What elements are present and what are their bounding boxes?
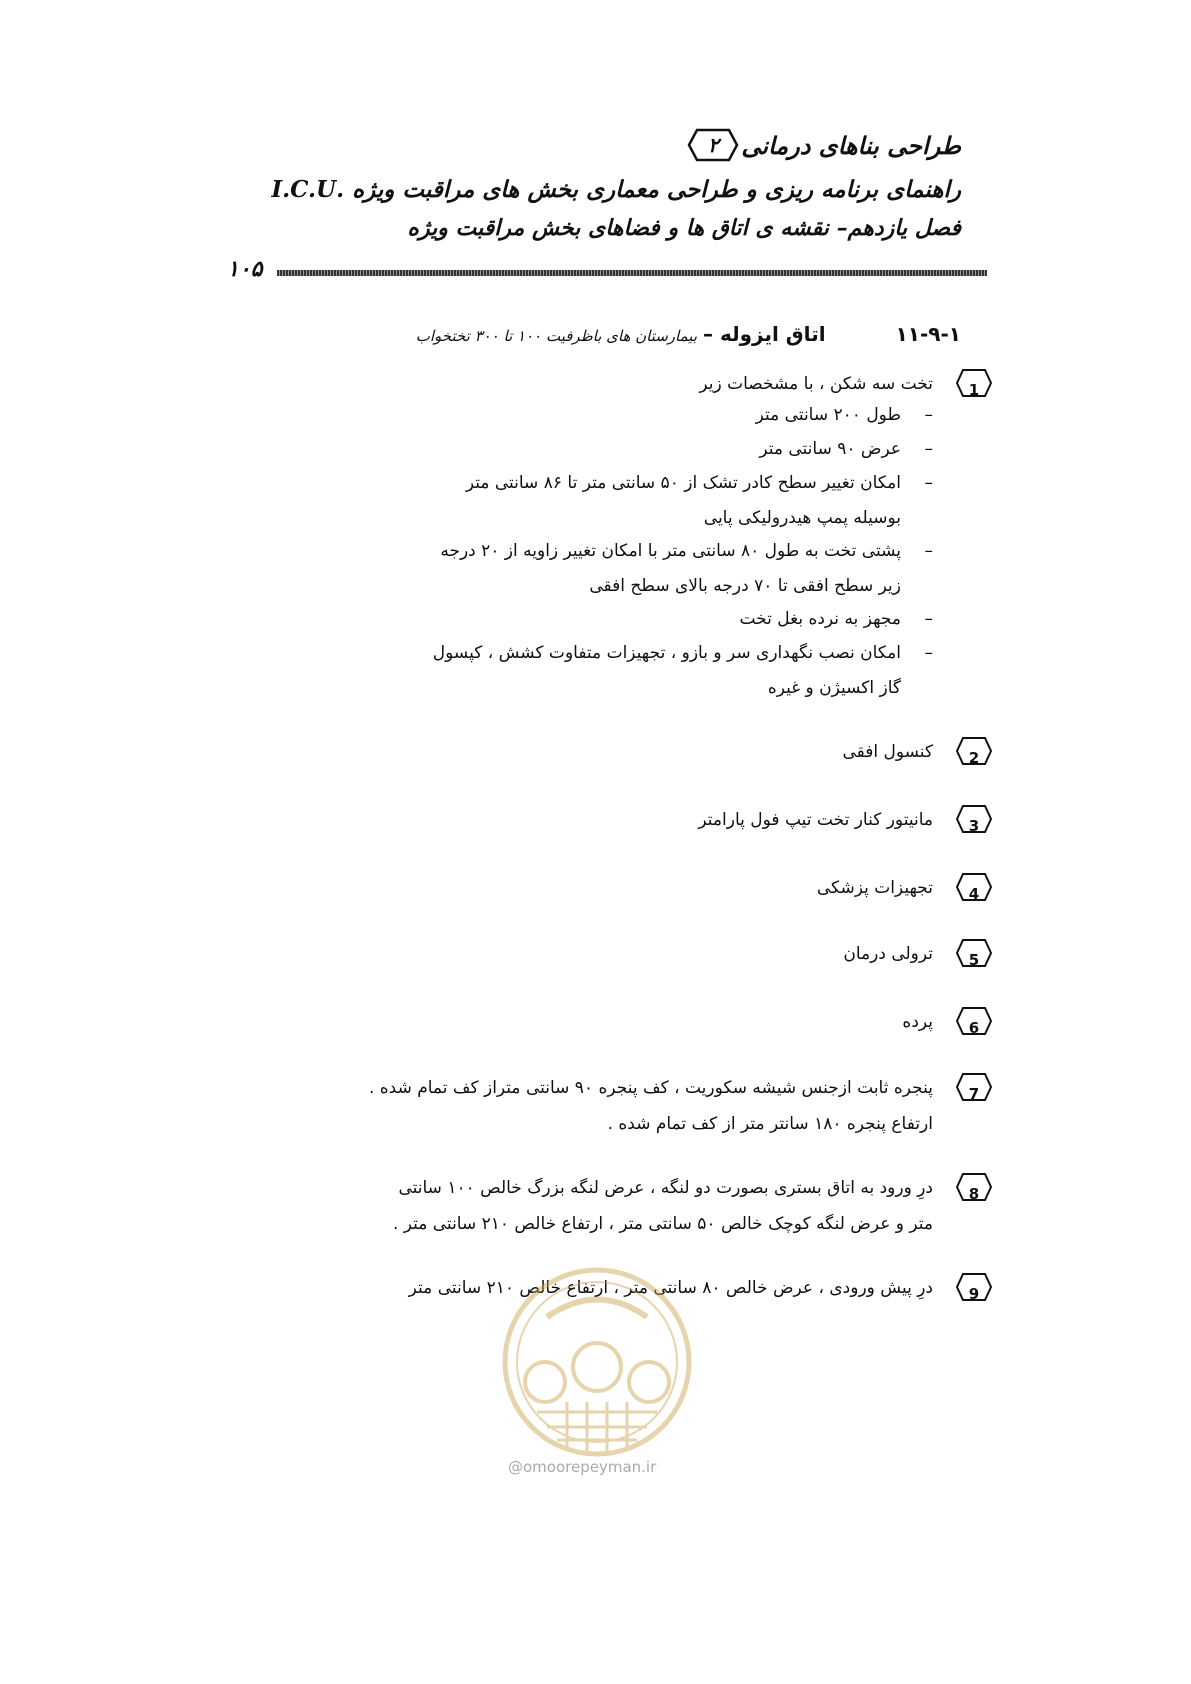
book-subtitle: راهنمای برنامه ریزی و طراحی معماری بخش های مراقبت ویژه .I.C.U: [271, 176, 961, 203]
header-rule: [277, 270, 987, 276]
item-text: پنجره ثابت ازجنس شیشه سکوریت ، کف پنجره ۹۰ سانتی متراز کف تمام شده .: [368, 1078, 933, 1098]
spec-item: – طول ۲۰۰ سانتی متر: [755, 405, 933, 425]
spec-item: – پشتی تخت به طول ۸۰ سانتی متر با امکان تغییر زاویه از ۲۰ درجه زیر سطح افقی تا ۷۰ درجه بالای سطح افقی: [440, 541, 933, 596]
item-text: تخت سه شکن ، با مشخصات زیر: [699, 374, 933, 394]
book-title-text: طراحی بناهای درمانی: [741, 130, 961, 160]
item-text: درِ پیش ورودی ، عرض خالص ۸۰ سانتی متر ، ارتفاع خالص ۲۱۰ سانتی متر: [408, 1278, 933, 1298]
item-text: درِ ورود به اتاق بستری بصورت دو لنگه ، عرض لنگه بزرگ خالص ۱۰۰ سانتی: [398, 1178, 933, 1198]
item-number-badge: 9: [955, 1272, 993, 1302]
item-number-badge: 3: [955, 804, 993, 834]
item-number-badge: 1: [955, 368, 993, 398]
item-text-cont: متر و عرض لنگه کوچک خالص ۵۰ سانتی متر ، ارتفاع خالص ۲۱۰ سانتی متر .: [392, 1214, 933, 1234]
section-title: اتاق ایزوله –: [703, 322, 826, 346]
spec-item: – عرض ۹۰ سانتی متر: [759, 439, 933, 459]
item-text-cont: ارتفاع پنجره ۱۸۰ سانتر متر از کف تمام شده .: [607, 1114, 933, 1134]
publisher-stamp-logo: [497, 1262, 697, 1462]
item-number-badge: 4: [955, 872, 993, 902]
list-item: [205, 1170, 980, 1242]
item-text: پرده: [902, 1012, 933, 1032]
spec-item: – امکان نصب نگهداری سر و بازو ، تجهیزات متفاوت کشش ، کپسول گاز اکسیژن و غیره: [432, 643, 933, 698]
item-number-badge: 5: [955, 938, 993, 968]
list-item: [205, 870, 980, 906]
list-item: [205, 366, 980, 402]
spec-item: – امکان تغییر سطح کادر تشک از ۵۰ سانتی متر تا ۸۶ سانتی متر بوسیله پمپ هیدرولیکی پایی: [465, 473, 933, 528]
section-subtitle: بیمارستان های باظرفیت ۱۰۰ تا ۳۰۰ تختخواب: [415, 327, 697, 345]
book-title: [687, 128, 961, 162]
item-number-badge: 2: [955, 736, 993, 766]
page-number: ۱۰۵: [227, 256, 263, 282]
item-number-badge: 8: [955, 1172, 993, 1202]
item-text: مانیتور کنار تخت تیپ فول پارامتر: [698, 810, 933, 830]
watermark-text: @omoorepeyman.ir: [508, 1458, 657, 1476]
list-item: [205, 936, 980, 972]
list-item: [205, 802, 980, 838]
item-text: ترولی درمان: [843, 944, 933, 964]
section-number: ۱۱-۹-۱: [895, 322, 961, 346]
volume-number: ۲: [707, 133, 719, 157]
list-item: [205, 1004, 980, 1040]
section-heading: [340, 322, 961, 346]
list-item: [205, 734, 980, 770]
spec-item: – مجهز به نرده بغل تخت: [739, 609, 933, 629]
chapter-title: فصل یازدهم– نقشه ی اتاق ها و فضاهای بخش مراقبت ویژه: [407, 215, 961, 241]
list-item: [205, 1070, 980, 1142]
volume-badge: [687, 128, 739, 162]
item-text: تجهیزات پزشکی: [816, 878, 933, 898]
item-number-badge: 7: [955, 1072, 993, 1102]
item-text: کنسول افقی: [842, 742, 933, 762]
item-number-badge: 6: [955, 1006, 993, 1036]
